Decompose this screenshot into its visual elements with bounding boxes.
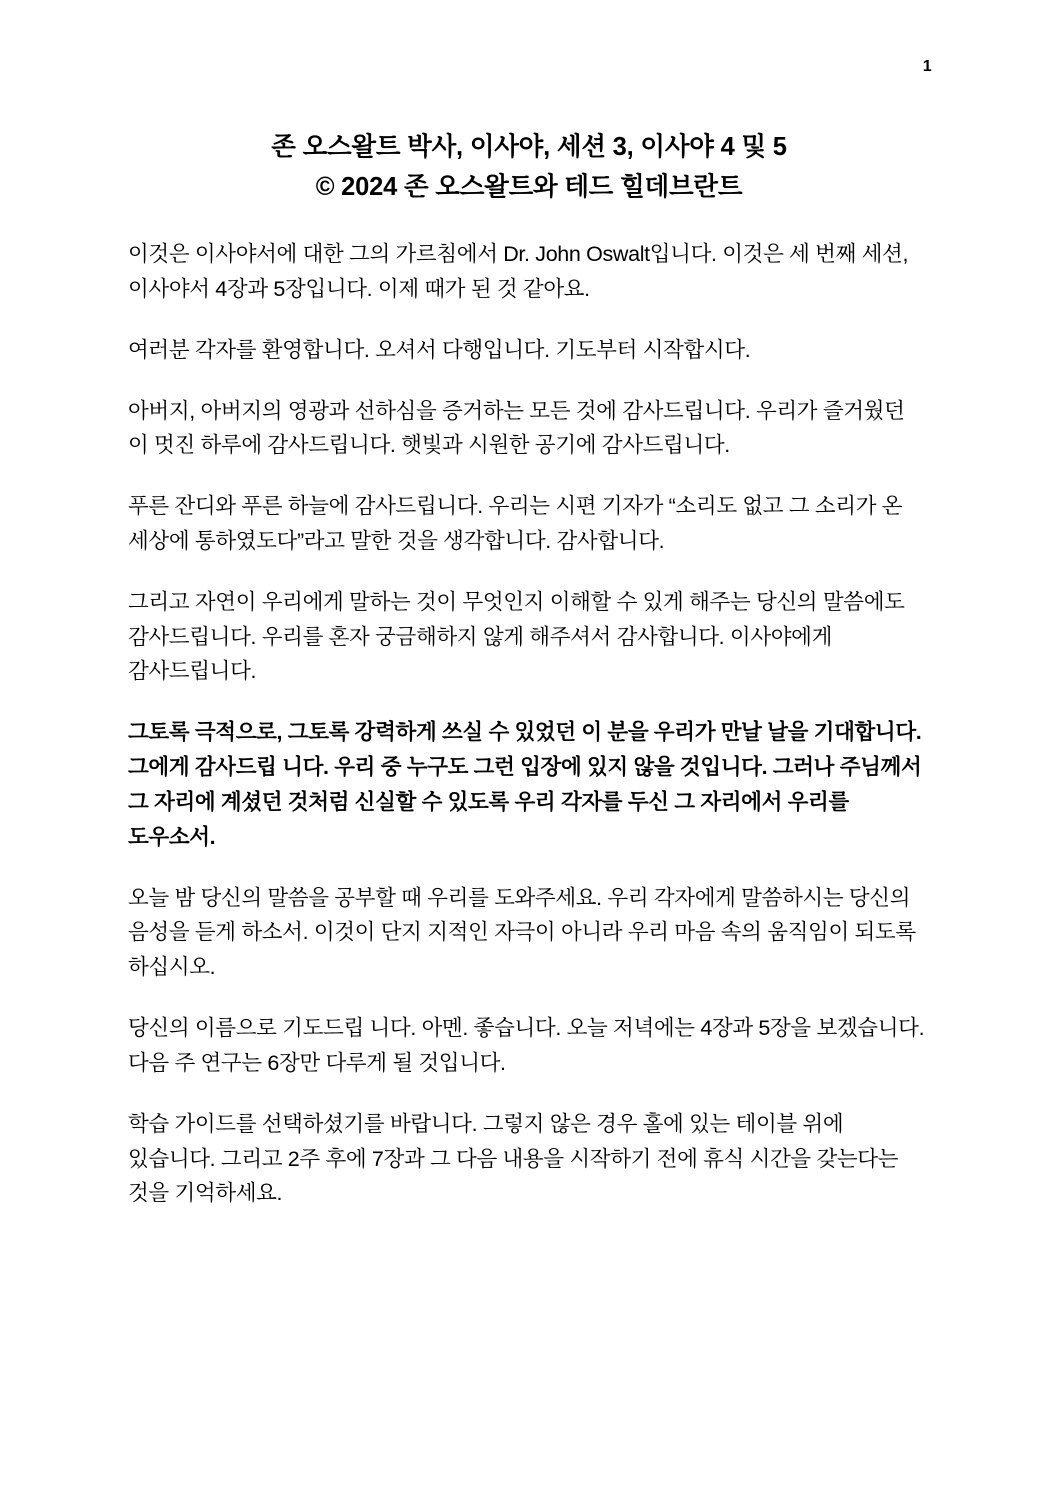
paragraph: 오늘 밤 당신의 말씀을 공부할 때 우리를 도와주세요. 우리 각자에게 말씀하시는 당신의 음성을 듣게 하소서. 이것이 단지 지적인 자극이 아니라 우리 마음 속의 움직임이 되도록 하십시오.: [128, 885, 916, 980]
paragraph: 여러분 각자를 환영합니다. 오셔서 다행입니다. 기도부터 시작합시다.: [128, 337, 751, 362]
title-line-2: © 2024 존 오스왈트와 테드 힐데브란트: [315, 172, 743, 201]
document-title: [128, 128, 930, 207]
paragraph: 그리고 자연이 우리에게 말하는 것이 무엇인지 이해할 수 있게 해주는 당신의 말씀에도 감사드립니다. 우리를 혼자 궁금해하지 않게 해주셔서 감사합니다. 이사야에게 감사드립니다.: [128, 589, 905, 684]
document-body: [128, 237, 930, 1211]
page-number: 1: [922, 58, 932, 75]
paragraph: 그토록 극적으로, 그토록 강력하게 쓰실 수 있었던 이 분을 우리가 만날 날을 기대합니다. 그에게 감사드립 니다. 우리 중 누구도 그런 입장에 있지 않을 것입니다. 그러나 주님께서 그 자리에 계셨던 것처럼 신실할 수 있도록 우리 각자를 두신 그 자리에서 우리를 도우소서.: [128, 720, 922, 849]
paragraph: 푸른 잔디와 푸른 하늘에 감사드립니다. 우리는 시편 기자가 “소리도 없고 그 소리가 온 세상에 통하였도다”라고 말한 것을 생각합니다. 감사합니다.: [128, 494, 903, 553]
paragraph: 이것은 이사야서에 대한 그의 가르침에서 Dr. John Oswalt입니다. 이것은 세 번째 세션, 이사야서 4장과 5장입니다. 이제 때가 된 것 같아요.: [128, 242, 909, 301]
paragraph: 아버지, 아버지의 영광과 선하심을 증거하는 모든 것에 감사드립니다. 우리가 즐거웠던 이 멋진 하루에 감사드립니다. 햇빛과 시원한 공기에 감사드립니다.: [128, 398, 905, 458]
title-line-1: 존 오스왈트 박사, 이사야, 세션 3, 이사야 4 및 5: [271, 133, 787, 161]
paragraph: 당신의 이름으로 기도드립 니다. 아멘. 좋습니다. 오늘 저녁에는 4장과 5장을 보겠습니다. 다음 주 연구는 6장만 다루게 될 것입니다.: [128, 1016, 925, 1075]
paragraph: 학습 가이드를 선택하셨기를 바랍니다. 그렇지 않은 경우 홀에 있는 테이블 위에 있습니다. 그리고 2주 후에 7장과 그 다음 내용을 시작하기 전에 휴식 시간을 갖는다는 것을 기억하세요.: [128, 1111, 899, 1206]
